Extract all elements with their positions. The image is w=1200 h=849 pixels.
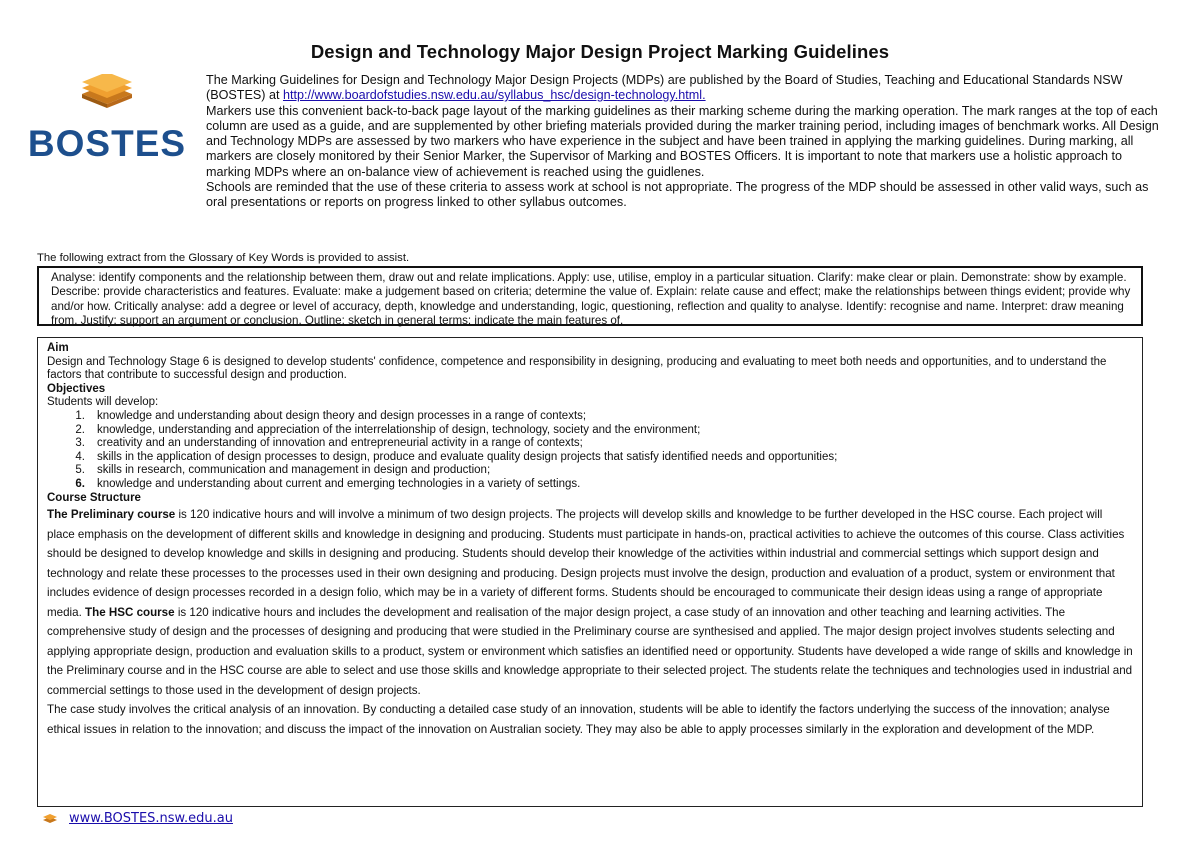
list-item-text: knowledge and understanding about design theory and design processes in a range of contexts; [97, 409, 587, 422]
list-item-number: 3. [75, 437, 85, 450]
logo-text: BOSTES [27, 123, 187, 164]
page-title: Design and Technology Major Design Project Marking Guidelines [310, 41, 890, 62]
bostes-mini-icon [43, 814, 57, 824]
objectives-lead: Students will develop: [47, 396, 159, 409]
footer-website-link[interactable]: www.BOSTES.nsw.edu.au [69, 811, 233, 826]
footer [43, 811, 233, 826]
list-item-text: creativity and an understanding of innovation and entrepreneurial activity in a range of contexts; [97, 437, 583, 450]
case-study-text: The case study involves the critical analysis of an innovation. By conducting a detailed case study of an innovation, students will be able to identify the factors underlying the success of the innovation; analyse ethical issues in relation to the innovation; and discuss the impact of the innovation on Australian society. They may also be able to apply processes similarly in the exploration and development of the MDP. [47, 703, 1110, 736]
glossary-box [37, 266, 1143, 326]
list-item-number: 4. [75, 450, 85, 463]
list-item-text: skills in research, communication and management in design and production; [97, 464, 491, 477]
list-item [47, 464, 1133, 478]
objectives-list [47, 410, 1133, 492]
intro-paragraph-3: Schools are reminded that the use of these criteria to assess work at school is not appropriate. The progress of the MDP should be assessed in other valid ways, such as oral presentations or reports on progress linked to other syllabus outcomes. [206, 180, 1149, 210]
list-item [47, 451, 1133, 465]
preliminary-course-text: is 120 indicative hours and will involve a minimum of two design projects. The projects will develop skills and knowledge to be further developed in the HSC course. Each project will place emphasis on the development of different skills and knowledge in designing and producing. Students must participate in hands-on, practical activities to achieve the outcomes of this course. Class activities should be designed to develop knowledge and skills in designing and producing. Students should develop their knowledge of the activities within industrial and commercial settings which support design and technology and relate these processes to the processes used in their own designing and producing. Design projects must involve the design, production and evaluation of a product, system or environment that includes evidence of design processes recorded in a design folio, which may be in a variety of different forms. Students should be encouraged to communicate their design ideas using a range of appropriate media. [47, 508, 1125, 619]
list-item [47, 410, 1133, 424]
list-item-text: knowledge and understanding about current and emerging technologies in a variety of settings. [97, 477, 581, 490]
syllabus-link[interactable]: http://www.boardofstudies.nsw.edu.au/syllabus_hsc/design-technology.html. [282, 88, 706, 103]
aim-text: Design and Technology Stage 6 is designed to develop students' confidence, competence and responsibility in designing, producing and evaluating to meet both needs and opportunities, and to understand the factors that contribute to successful design and production. [47, 355, 1107, 382]
list-item-number: 2. [75, 423, 85, 436]
glossary-text: Analyse: identify components and the relationship between them, draw out and relate implications. Apply: use, utilise, employ in a particular situation. Clarify: make clear or plain. Demonstrate: show by example. Describe: provide characteristics and features. Evaluate: make a judgement based on criteria; determine the value of. Explain: relate cause and effect; make the relationships between things evident; provide why and/or how. Critically analyse: add a degree or level of accuracy, depth, knowledge and understanding, logic, questioning, reflection and quality to analyse. Identify: recognise and name. Interpret: draw meaning from. Justify: support an argument or conclusion. Outline: sketch in general terms; indicate the main features of. [51, 271, 1131, 327]
hsc-course-text: is 120 indicative hours and includes the development and realisation of the major design project, a case study of an innovation and other teaching and learning activities. The comprehensive study of design and the processes of designing and producing that were studied in the Preliminary course are synthesised and applied. The major design project involves students selecting and applying appropriate design, production and evaluation skills to a product, system or environment which satisfies an identified need or opportunity. Students have developed a wide range of skills and knowledge in the Preliminary course and in the HSC course are able to select and use those skills and knowledge appropriate to their selected project. The students relate the techniques and technologies used in industrial and commercial settings to those used in the development of design projects. [47, 605, 1133, 697]
intro-paragraph-1 [206, 73, 1166, 104]
bostes-logo [22, 74, 192, 166]
intro-paragraph-2: Markers use this convenient back-to-back page layout of the marking guidelines as their marking scheme during the marking operation. The mark ranges at the top of each column are used as a guide, and are supplemented by other briefing materials provided during the marker training period, including images of benchmark works. All Design and Technology MDPs are assessed by two markers who have experience in the subject and have been trained in applying the marking guidelines. During marking, all markers are closely monitored by their Senior Marker, the Supervisor of Marking and BOSTES Officers. It is important to note that markers use a holistic approach to marking MDPs where an on-balance view of achievement is reached using the guidlenes. [206, 103, 1159, 179]
intro-text: The Marking Guidelines for Design and Technology Major Design Projects (MDPs) are published by the Board of Studies, Teaching and Educational Standards NSW (BOSTES) at [206, 73, 1123, 103]
list-item [47, 437, 1133, 451]
intro-section [206, 73, 1166, 211]
list-item-number: 6. [75, 477, 85, 490]
objectives-heading: Objectives [47, 382, 106, 395]
stacked-layers-icon [22, 74, 192, 124]
course-structure-heading: Course Structure [47, 491, 141, 504]
hsc-course-label: The HSC course [85, 605, 175, 619]
syllabus-box [37, 337, 1143, 807]
list-item-text: knowledge, understanding and appreciation of the interrelationship of design, technology, society and the environment; [97, 423, 701, 436]
list-item [47, 478, 1133, 492]
course-structure-text [47, 505, 1133, 700]
list-item-number: 1. [75, 409, 85, 422]
list-item-number: 5. [75, 464, 85, 477]
aim-heading: Aim [47, 342, 69, 354]
list-item [47, 424, 1133, 438]
preliminary-course-label: The Preliminary course [47, 508, 176, 522]
list-item-text: skills in the application of design processes to design, produce and evaluate quality design projects that satisfy identified needs and opportunities; [97, 450, 838, 463]
glossary-lead: The following extract from the Glossary of Key Words is provided to assist. [37, 252, 410, 264]
